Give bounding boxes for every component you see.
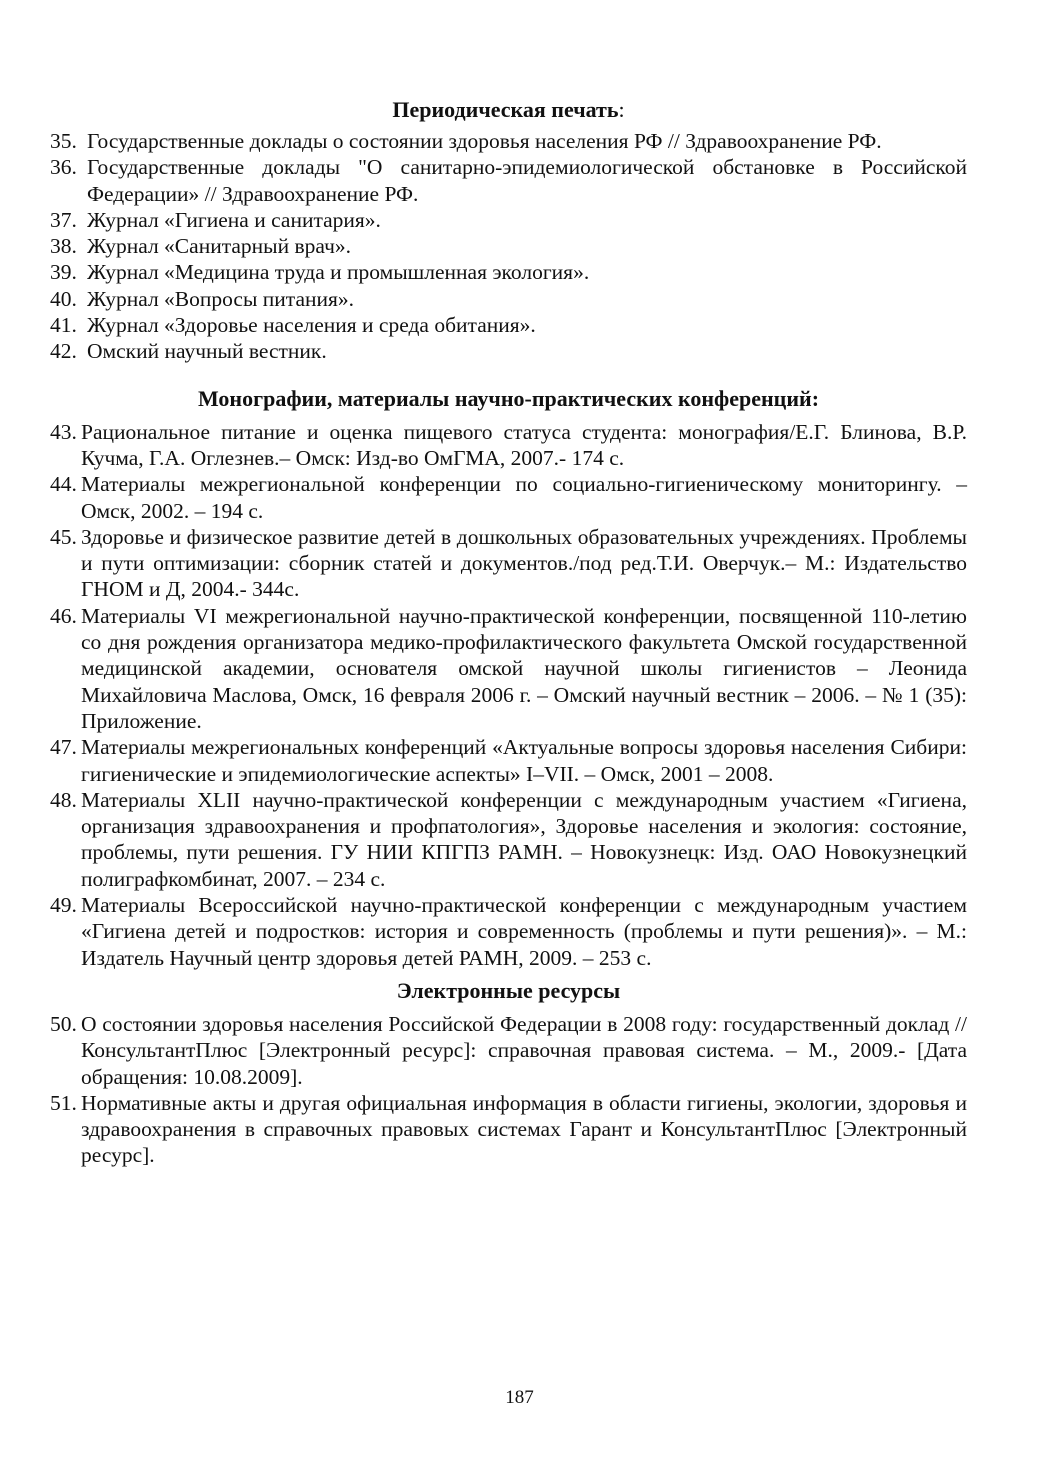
entry-number: 41. [50, 313, 77, 338]
list-item [50, 154, 967, 207]
list-item [50, 734, 967, 787]
list-item [50, 207, 967, 233]
entry-text: О состоянии здоровья населения Российской Федерации в 2008 году: государственный доклад // КонсультантПлюс [Электронный ресурс]: справочная правовая система. – М., 2009.- [Дата обращения: 10.08.2009]. [81, 1011, 967, 1089]
entry-number: 35. [50, 129, 77, 153]
entry-number: 47. [50, 735, 77, 760]
entry-text: Государственные доклады "О санитарно-эпидемиологической обстановке в Российской Федерации» // Здравоохранение РФ. [87, 155, 967, 206]
list-item [50, 419, 967, 472]
entry-text: Журнал «Санитарный врач». [87, 234, 352, 259]
section-heading-text: Периодическая печать [392, 97, 619, 122]
entry-text: Журнал «Гигиена и санитария». [87, 207, 381, 232]
entry-number: 51. [50, 1090, 77, 1115]
section-heading-electronic-resources: Электронные ресурсы [396, 977, 621, 1003]
list-item [50, 312, 967, 338]
entry-text: Материалы VI межрегиональной научно-практической конференции, посвященной 110-летию со дня рождения организатора медико-профилактического факультета Омской государственной медицинской академии, основателя омской научной школы гигиенистов – Леонида Михайловича Маслова, Омск, 16 февраля 2006 г. – Омский научный вестник – 2006. – № 1 (35): Приложение. [81, 603, 967, 733]
list-item [50, 128, 967, 154]
entry-number: 49. [50, 893, 77, 918]
entry-text: Материалы XLII научно-практической конференции с международным участием «Гигиена, организация здравоохранения и профпатология», Здоровье населения и экология: состояние, проблемы, пути решения. ГУ НИИ КПГПЗ РАМН. – Новокузнецк: Изд. ОАО Новокузнецкий полиграфкомбинат, 2007. – 234 с. [81, 787, 967, 891]
entry-text: Журнал «Медицина труда и промышленная экология». [87, 260, 590, 285]
entry-text: Нормативные акты и другая официальная информация в области гигиены, экологии, здоровья и здравоохранения в справочных правовых системах Гарант и КонсультантПлюс [Электронный ресурс]. [81, 1090, 967, 1168]
list-item [50, 524, 967, 603]
entry-number: 40. [50, 286, 77, 311]
section-heading-monographs: Монографии, материалы научно-практических конференций: [197, 385, 820, 411]
list-item [50, 286, 967, 312]
entry-number: 50. [50, 1011, 77, 1036]
list-item [50, 1011, 967, 1090]
section-heading-periodicals [50, 96, 967, 124]
entry-number: 39. [50, 260, 77, 285]
entry-number: 43. [50, 419, 77, 444]
entry-text: Журнал «Здоровье населения и среда обитания». [87, 313, 536, 338]
entry-number: 44. [50, 472, 77, 497]
monographs-list [50, 419, 967, 971]
list-item [50, 471, 967, 524]
list-item [50, 892, 967, 971]
list-item [50, 1090, 967, 1169]
entry-number: 48. [50, 787, 77, 812]
entry-text: Материалы межрегиональной конференции по социально-гигиеническому мониторингу. – Омск, 2002. – 194 с. [81, 472, 967, 523]
list-item [50, 233, 967, 259]
list-item [50, 259, 967, 285]
periodicals-list [50, 128, 967, 365]
section-spacer [50, 365, 967, 385]
list-item [50, 787, 967, 892]
entry-number: 46. [50, 603, 77, 628]
list-item [50, 338, 967, 364]
document-page [50, 96, 967, 1169]
list-item [50, 603, 967, 734]
section-heading-colon: : [618, 97, 625, 122]
entry-number: 37. [50, 207, 77, 232]
entry-text: Омский научный вестник. [87, 339, 327, 364]
entry-text: Государственные доклады о состоянии здоровья населения РФ // Здравоохранение РФ. [87, 129, 882, 153]
entry-number: 38. [50, 234, 77, 259]
entry-number: 45. [50, 524, 77, 549]
entry-text: Материалы межрегиональных конференций «Актуальные вопросы здоровья населения Сибири: гигиенические и эпидемиологические аспекты» I–VII. – Омск, 2001 – 2008. [81, 735, 967, 786]
electronic-resources-list [50, 1011, 967, 1169]
entry-text: Рациональное питание и оценка пищевого статуса студента: монография/Е.Г. Блинова, В.Р. Кучма, Г.А. Оглезнев.– Омск: Изд-во ОмГМА, 2007.- 174 с. [81, 419, 967, 470]
entry-number: 42. [50, 339, 77, 364]
page-number: 187 [505, 1387, 534, 1408]
entry-text: Материалы Всероссийской научно-практической конференции с международным участием «Гигиена детей и подростков: история и современность (проблемы и пути решения)». – М.: Издатель Научный центр здоровья детей РАМН, 2009. – 253 с. [81, 893, 967, 970]
entry-text: Журнал «Вопросы питания». [87, 286, 355, 311]
entry-text: Здоровье и физическое развитие детей в дошкольных образовательных учреждениях. Проблемы и пути оптимизации: сборник статей и документов./под ред.Т.И. Оверчук.– М.: Издательство ГНОМ и Д, 2004.- 344с. [81, 524, 967, 602]
entry-number: 36. [50, 155, 77, 180]
